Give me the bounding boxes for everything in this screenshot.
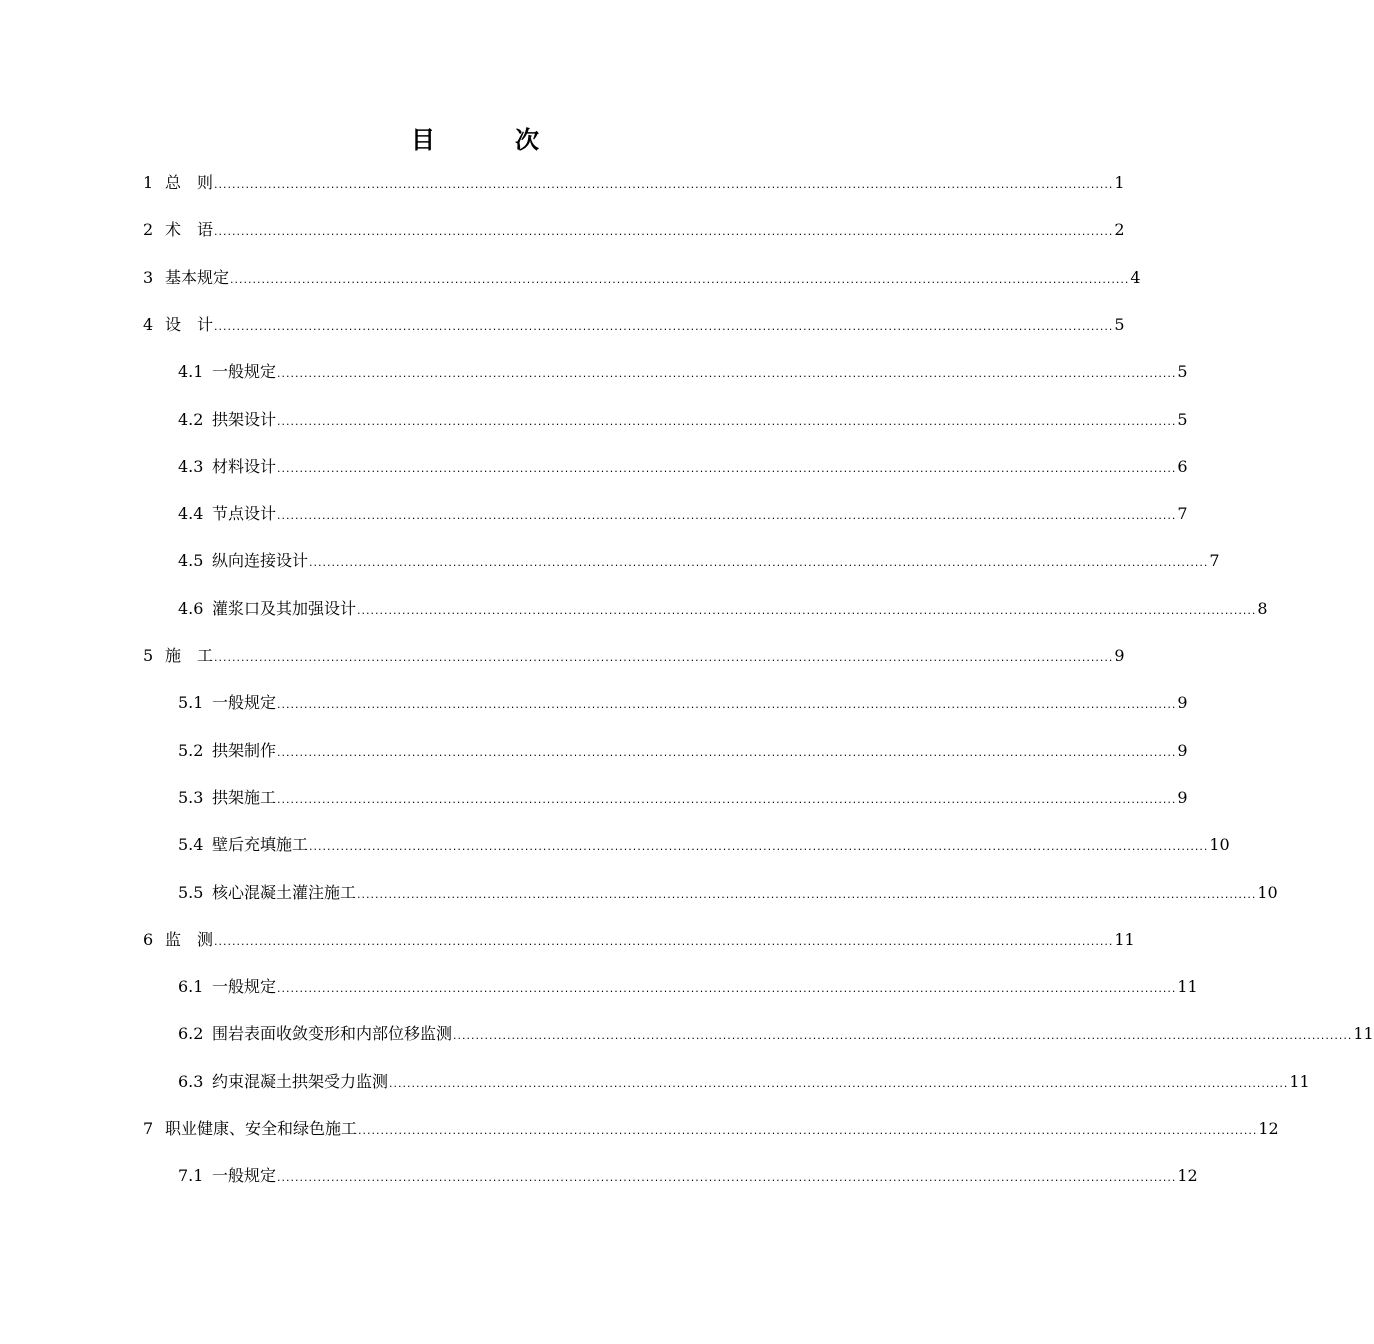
toc-dot-leader: ........................................................................................................................................................................................................: [358, 1124, 1258, 1137]
toc-entry-number: 4.2: [178, 409, 204, 429]
toc-entry-title: 拱架设计: [212, 409, 277, 429]
toc-entry-number: 6.3: [178, 1071, 204, 1091]
toc-dot-leader: ........................................................................................................................................................................................................: [214, 651, 1114, 664]
toc-entry-page: 12: [1177, 1166, 1198, 1186]
toc-entry[interactable]: [178, 785, 1188, 811]
toc-dot-leader: ........................................................................................................................................................................................................: [309, 840, 1209, 854]
toc-entry[interactable]: [178, 501, 1188, 527]
toc-dot-leader: ........................................................................................................................................................................................................: [214, 319, 1114, 333]
toc-entry-title: 纵向连接设计: [212, 551, 309, 571]
toc-dot-leader: ........................................................................................................................................................................................................: [214, 934, 1114, 948]
toc-entry[interactable]: [178, 690, 1188, 716]
toc-entry-title: 施 工: [165, 646, 214, 665]
toc-entry-page: 1: [1114, 173, 1125, 192]
toc-entry-page: 9: [1114, 646, 1125, 665]
toc-dot-leader: ........................................................................................................................................................................................................: [277, 414, 1177, 428]
toc-dot-leader: ........................................................................................................................................................................................................: [357, 887, 1257, 901]
toc-entry-title: 术 语: [165, 220, 214, 240]
toc-entry[interactable]: [143, 312, 1125, 338]
toc-dot-leader: ........................................................................................................................................................................................................: [357, 603, 1257, 617]
toc-entry-number: 4: [143, 314, 154, 334]
toc-entry[interactable]: [178, 1163, 1198, 1189]
toc-entry[interactable]: [178, 1069, 1310, 1095]
toc-entry-number: 5.2: [178, 740, 204, 760]
toc-entry-page: 5: [1114, 314, 1125, 334]
toc-entry-title: 职业健康、安全和绿色施工: [165, 1119, 358, 1138]
toc-entry-title: 总 则: [165, 173, 214, 192]
toc-entry-number: 5.4: [178, 835, 204, 855]
toc-entry-number: 4.6: [178, 598, 204, 618]
toc-entry[interactable]: [178, 454, 1188, 480]
toc-entry-number: 2: [143, 220, 154, 240]
toc-entry-title: 一般规定: [212, 693, 277, 713]
toc-entry-number: 7.1: [178, 1166, 204, 1186]
toc-dot-leader: ........................................................................................................................................................................................................: [453, 1029, 1353, 1043]
toc-entry[interactable]: [143, 927, 1135, 953]
toc-entry-title: 基本规定: [165, 267, 230, 287]
toc-entry-number: 4.4: [178, 504, 204, 524]
toc-dot-leader: ........................................................................................................................................................................................................: [230, 272, 1130, 286]
toc-entry-number: 5.5: [178, 882, 204, 902]
toc-entry-page: 7: [1209, 551, 1220, 571]
toc-entry-page: 11: [1177, 977, 1198, 997]
toc-entry[interactable]: [143, 1116, 1279, 1142]
toc-entry-page: 5: [1177, 409, 1188, 429]
toc-dot-leader: ........................................................................................................................................................................................................: [277, 982, 1177, 996]
toc-entry[interactable]: [143, 217, 1125, 243]
toc-entry-number: 5.1: [178, 693, 204, 713]
toc-entry-page: 4: [1130, 267, 1141, 287]
toc-entry[interactable]: [178, 880, 1278, 906]
toc-entry-number: 6.1: [178, 977, 204, 997]
toc-entry-page: 9: [1177, 740, 1188, 760]
toc-entry-number: 1: [143, 173, 154, 192]
toc-entry-number: 4.5: [178, 551, 204, 571]
toc-entry-title: 灌浆口及其加强设计: [212, 598, 357, 618]
toc-entry-number: 3: [143, 267, 154, 287]
toc-dot-leader: ........................................................................................................................................................................................................: [277, 698, 1177, 712]
toc-dot-leader: ........................................................................................................................................................................................................: [309, 556, 1209, 570]
toc-entry-title: 一般规定: [212, 1166, 277, 1186]
toc-entry-number: 7: [143, 1119, 154, 1138]
toc-entry[interactable]: [178, 359, 1188, 385]
toc-entry[interactable]: [143, 265, 1141, 291]
toc-entry[interactable]: [178, 974, 1198, 1000]
toc-entry-page: 5: [1177, 362, 1188, 382]
toc-entry-number: 4.3: [178, 456, 204, 476]
toc-entry-title: 拱架施工: [212, 787, 277, 807]
toc-entry[interactable]: [178, 548, 1220, 574]
toc-entry-title: 壁后充填施工: [212, 835, 309, 855]
toc-entry-page: 11: [1289, 1071, 1310, 1091]
toc-entry-number: 4.1: [178, 362, 204, 382]
toc-entry-page: 10: [1209, 835, 1230, 855]
toc-entry-page: 2: [1114, 220, 1125, 240]
toc-entry-page: 8: [1257, 598, 1268, 618]
toc-entry-number: 6.2: [178, 1024, 204, 1044]
toc-entry-title: 约束混凝土拱架受力监测: [212, 1071, 389, 1091]
toc-dot-leader: ........................................................................................................................................................................................................: [214, 225, 1114, 239]
toc-entry-title: 围岩表面收敛变形和内部位移监测: [212, 1024, 453, 1044]
toc-entry-title: 核心混凝土灌注施工: [212, 882, 357, 902]
toc-entry[interactable]: [143, 643, 1125, 669]
toc-entry-number: 5: [143, 646, 154, 665]
toc-entry-title: 设 计: [165, 314, 214, 334]
toc-dot-leader: ........................................................................................................................................................................................................: [277, 367, 1177, 381]
toc-entry-title: 拱架制作: [212, 740, 277, 760]
toc-entry[interactable]: [178, 596, 1268, 622]
toc-entry-title: 一般规定: [212, 362, 277, 382]
toc-dot-leader: ........................................................................................................................................................................................................: [277, 1171, 1177, 1185]
toc-dot-leader: ........................................................................................................................................................................................................: [389, 1076, 1289, 1090]
toc-entry-number: 6: [143, 929, 154, 949]
toc-entry-page: 12: [1258, 1119, 1279, 1138]
toc-entry[interactable]: [178, 738, 1188, 764]
toc-entry-title: 一般规定: [212, 977, 277, 997]
toc-entry-page: 6: [1177, 456, 1188, 476]
toc-entry-title: 材料设计: [212, 456, 277, 476]
toc-dot-leader: ........................................................................................................................................................................................................: [214, 178, 1114, 191]
toc-entry-number: 5.3: [178, 787, 204, 807]
toc-dot-leader: ........................................................................................................................................................................................................: [277, 509, 1177, 523]
page-title: 目 次: [411, 125, 567, 154]
toc-entry-title: 节点设计: [212, 504, 277, 524]
toc-entry[interactable]: [178, 1021, 1374, 1047]
toc-entry-title: 监 测: [165, 929, 214, 949]
toc-dot-leader: ........................................................................................................................................................................................................: [277, 461, 1177, 475]
toc-dot-leader: ........................................................................................................................................................................................................: [277, 792, 1177, 806]
toc-entry-page: 9: [1177, 693, 1188, 713]
toc-entry-page: 11: [1114, 929, 1135, 949]
toc-dot-leader: ........................................................................................................................................................................................................: [277, 745, 1177, 759]
toc-entry-page: 9: [1177, 787, 1188, 807]
toc-entry[interactable]: [178, 832, 1230, 858]
toc-entry-page: 7: [1177, 504, 1188, 524]
toc-entry[interactable]: [178, 407, 1188, 433]
toc-entry-page: 11: [1353, 1024, 1374, 1044]
toc-entry[interactable]: [143, 170, 1125, 196]
toc-entry-page: 10: [1257, 882, 1278, 902]
